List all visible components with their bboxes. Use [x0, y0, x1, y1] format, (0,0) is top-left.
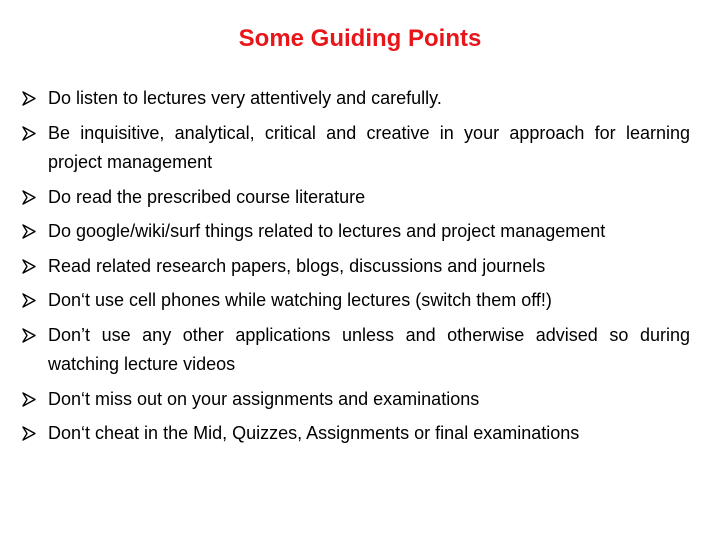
bullet-item [20, 286, 690, 316]
bullet-item [20, 217, 690, 247]
bullet-item [20, 84, 690, 114]
bullet-item [20, 183, 690, 213]
arrowhead-bullet-icon [22, 119, 42, 149]
arrowhead-bullet-icon [22, 217, 42, 247]
arrowhead-bullet-icon [22, 321, 42, 351]
arrowhead-bullet-icon [22, 385, 42, 415]
bullet-text: Don‘t cheat in the Mid, Quizzes, Assignments or final examinations [48, 423, 580, 443]
slide-title: Some Guiding Points [238, 25, 482, 52]
bullet-text: Don‘t miss out on your assignments and examinations [48, 388, 480, 409]
arrowhead-bullet-icon [22, 252, 42, 282]
arrowhead-bullet-icon [22, 419, 42, 449]
arrowhead-bullet-icon [22, 183, 42, 213]
arrowhead-bullet-icon [22, 84, 42, 114]
arrowhead-bullet-icon [22, 286, 42, 316]
bullet-item [20, 385, 690, 415]
bullet-item [20, 252, 690, 282]
bullet-list [20, 84, 690, 454]
bullet-text: Do listen to lectures very attentively and carefully. [48, 88, 442, 108]
bullet-text: Be inquisitive, analytical, critical and creative in your approach for learning project management [48, 122, 690, 172]
bullet-text: Do google/wiki/surf things related to lectures and project management [48, 221, 606, 241]
bullet-text: Don’t use any other applications unless and otherwise advised so during watching lecture videos [48, 324, 690, 374]
bullet-text: Don‘t use cell phones while watching lectures (switch them off!) [48, 290, 552, 310]
bullet-text: Do read the prescribed course literature [48, 186, 366, 207]
bullet-text: Read related research papers, blogs, discussions and journels [48, 255, 546, 276]
bullet-item [20, 119, 690, 178]
bullet-item [20, 419, 690, 449]
bullet-item [20, 321, 690, 380]
